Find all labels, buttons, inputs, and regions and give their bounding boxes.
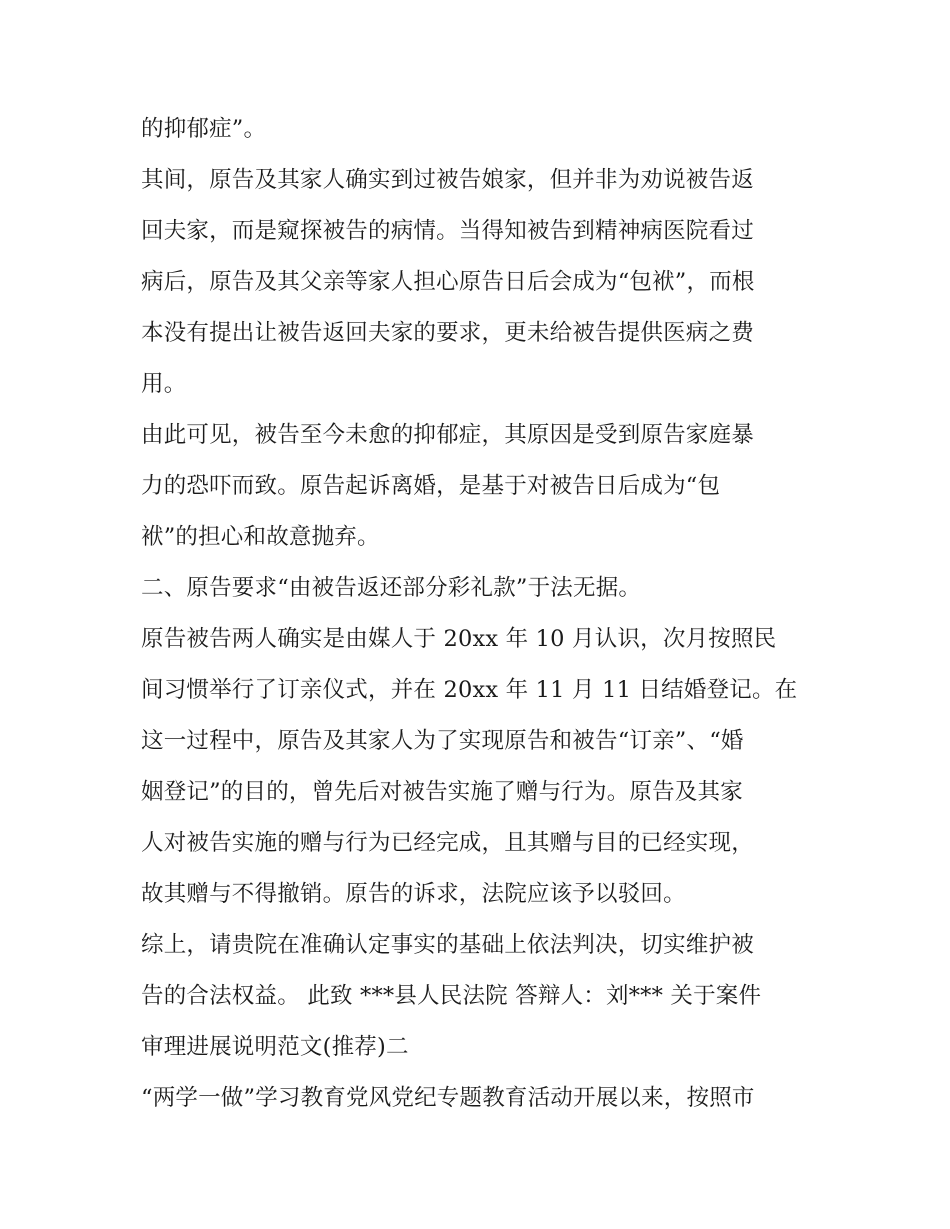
text-line: 病后，原告及其父亲等家人担心原告日后会成为“包袱”，而根 [141,269,755,295]
text-line: 力的恐吓而致。原告起诉离婚，是基于对被告日后成为“包 [141,473,721,499]
text-line: 的抑郁症”。 [141,116,267,142]
text-line: 告的合法权益。 此致 ***县人民法院 答辩人：刘*** 关于案件 [141,983,762,1009]
text-line: 审理进展说明范文(推荐)二 [141,1034,409,1060]
text-line: 这一过程中，原告及其家人为了实现原告和被告“订亲”、“婚 [141,728,744,754]
text-line: 人对被告实施的赠与行为已经完成，且其赠与目的已经实现， [141,830,754,856]
text-line: 回夫家，而是窥探被告的病情。当得知被告到精神病医院看过 [141,218,754,244]
text-line: 本没有提出让被告返回夫家的要求，更未给被告提供医病之费 [141,320,754,346]
text-line: 原告被告两人确实是由媒人于 20xx 年 10 月认识，次月按照民 [141,626,777,652]
text-line: 袱”的担心和故意抛弃。 [141,524,380,550]
text-line: 其间，原告及其家人确实到过被告娘家，但并非为劝说被告返 [141,167,754,193]
text-line: 姻登记”的目的，曾先后对被告实施了赠与行为。原告及其家 [141,779,743,805]
text-line: 由此可见，被告至今未愈的抑郁症，其原因是受到原告家庭暴 [141,422,754,448]
text-line: 间习惯举行了订亲仪式，并在 20xx 年 11 月 11 日结婚登记。在 [141,677,798,703]
text-line: 用。 [141,371,187,397]
text-line: “两学一做”学习教育党风党纪专题教育活动开展以来，按照市 [141,1085,755,1111]
text-line: 故其赠与不得撤销。原告的诉求，法院应该予以驳回。 [141,881,686,907]
section-heading: 二、原告要求“由被告返还部分彩礼款”于法无据。 [141,575,642,601]
text-line: 综上，请贵院在准确认定事实的基础上依法判决，切实维护被 [141,932,754,958]
document-text [141,104,821,1124]
